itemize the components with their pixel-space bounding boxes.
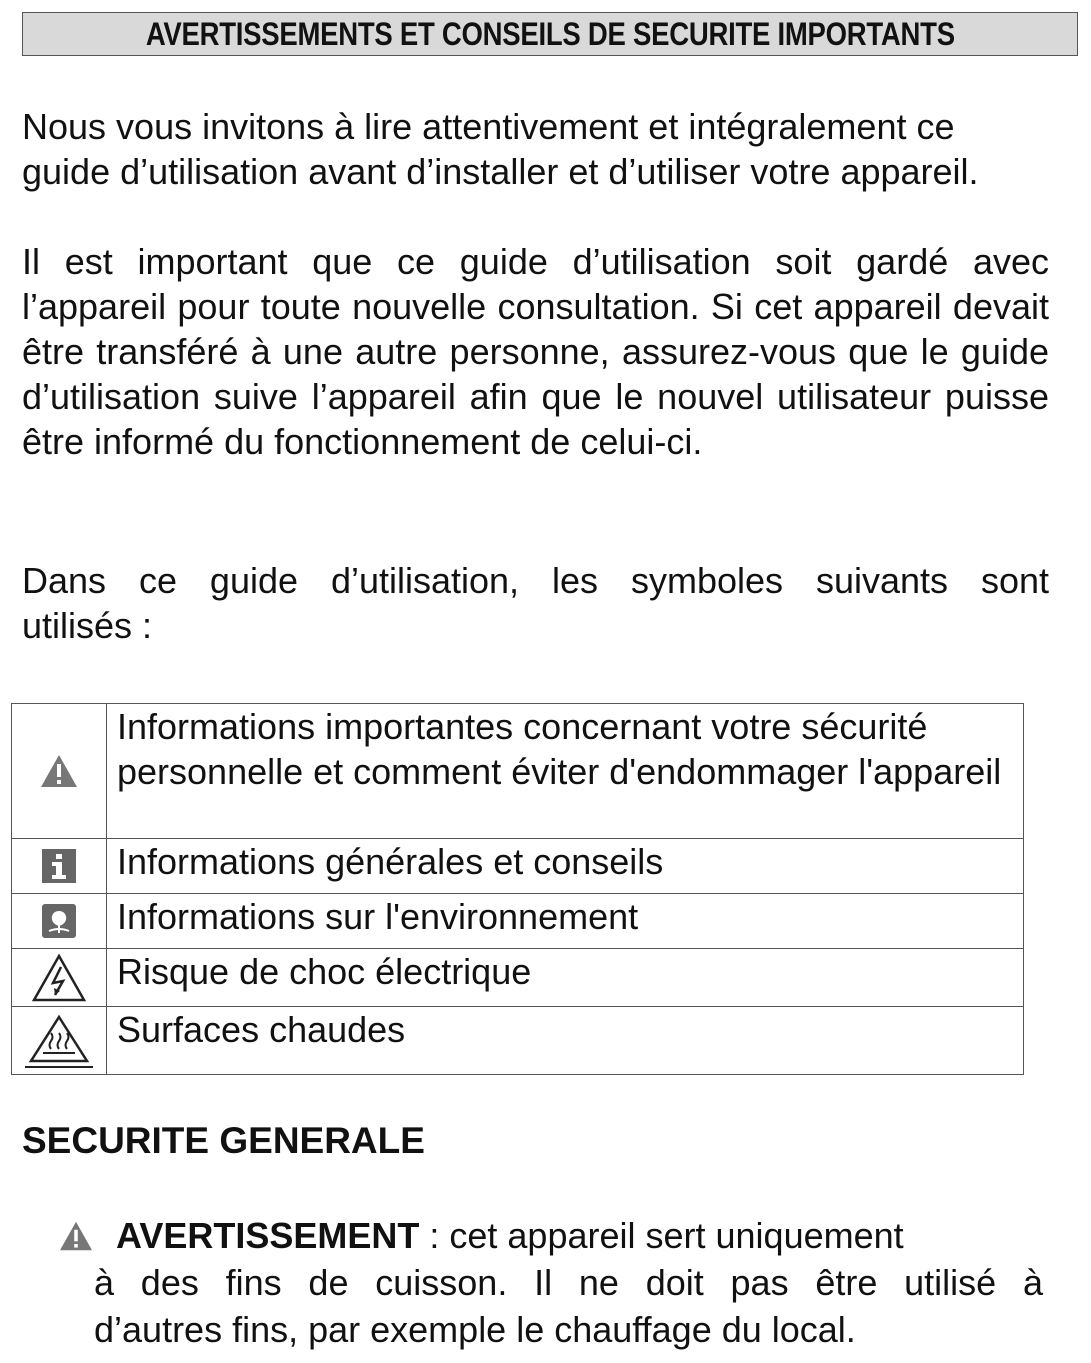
hot-surface-icon: [23, 1013, 95, 1069]
symbol-row: [12, 1007, 1024, 1075]
page-header: [22, 12, 1078, 56]
symbol-icon-cell: [12, 949, 107, 1007]
symbol-row: [12, 839, 1024, 894]
symbol-icon-cell: [12, 1007, 107, 1075]
symbol-icon-cell: [12, 704, 107, 839]
symbol-text: Surfaces chaudes: [107, 1007, 1024, 1075]
symbol-row: [12, 704, 1024, 839]
symbol-text: Informations générales et conseils: [107, 839, 1024, 894]
symbol-text: Informations importantes concernant votre sécurité personnelle et comment éviter d'endommager l'appareil: [107, 704, 1024, 839]
warning-text-line3: d’autres fins, par exemple le chauffage du local.: [94, 1309, 856, 1350]
intro-paragraph-3-line1: Dans ce guide d’utilisation, les symboles suivants sont: [22, 560, 1049, 601]
warning-block: [58, 1212, 1043, 1353]
intro-paragraph-1: Nous vous invitons à lire attentivement et intégralement ce guide d’utilisation avant d’installer et d’utiliser votre appareil.: [22, 106, 979, 192]
warning-label: AVERTISSEMENT: [116, 1215, 420, 1256]
symbol-row: [12, 894, 1024, 949]
warning-triangle-icon: [58, 1220, 94, 1252]
warning-triangle-icon: [39, 753, 79, 789]
warning-text: [94, 1259, 1043, 1353]
section-title: SECURITE GENERALE: [22, 1120, 425, 1161]
electric-shock-icon: [31, 953, 87, 1003]
symbol-icon-cell: [12, 894, 107, 949]
symbol-text: Informations sur l'environnement: [107, 894, 1024, 949]
symbol-row: [12, 949, 1024, 1007]
warning-text-line2: à des fins de cuisson. Il ne doit pas être utilisé à: [94, 1262, 1043, 1303]
warning-line-1: [58, 1212, 1043, 1259]
environment-icon: [41, 903, 77, 939]
symbol-icon-cell: [12, 839, 107, 894]
intro-paragraph-2: Il est important que ce guide d’utilisation soit gardé avec l’appareil pour toute nouvelle consultation. Si cet appareil devait être transféré à une autre personne, assurez-vous que le guide d’utilisation suive l’appareil afin que le nouvel utilisateur puisse être informé du fonctionnement de celui-ci.: [22, 241, 1049, 462]
header-title: AVERTISSEMENTS ET CONSEILS DE SECURITE IMPORTANTS: [145, 15, 955, 52]
intro-paragraph-3: [22, 558, 1049, 648]
warning-text-line1: : cet appareil sert uniquement: [419, 1215, 904, 1256]
symbol-text: Risque de choc électrique: [107, 949, 1024, 1007]
info-icon: [41, 848, 77, 884]
symbols-table: [11, 703, 1024, 1075]
intro-paragraph-3-line2: utilisés :: [22, 605, 153, 646]
